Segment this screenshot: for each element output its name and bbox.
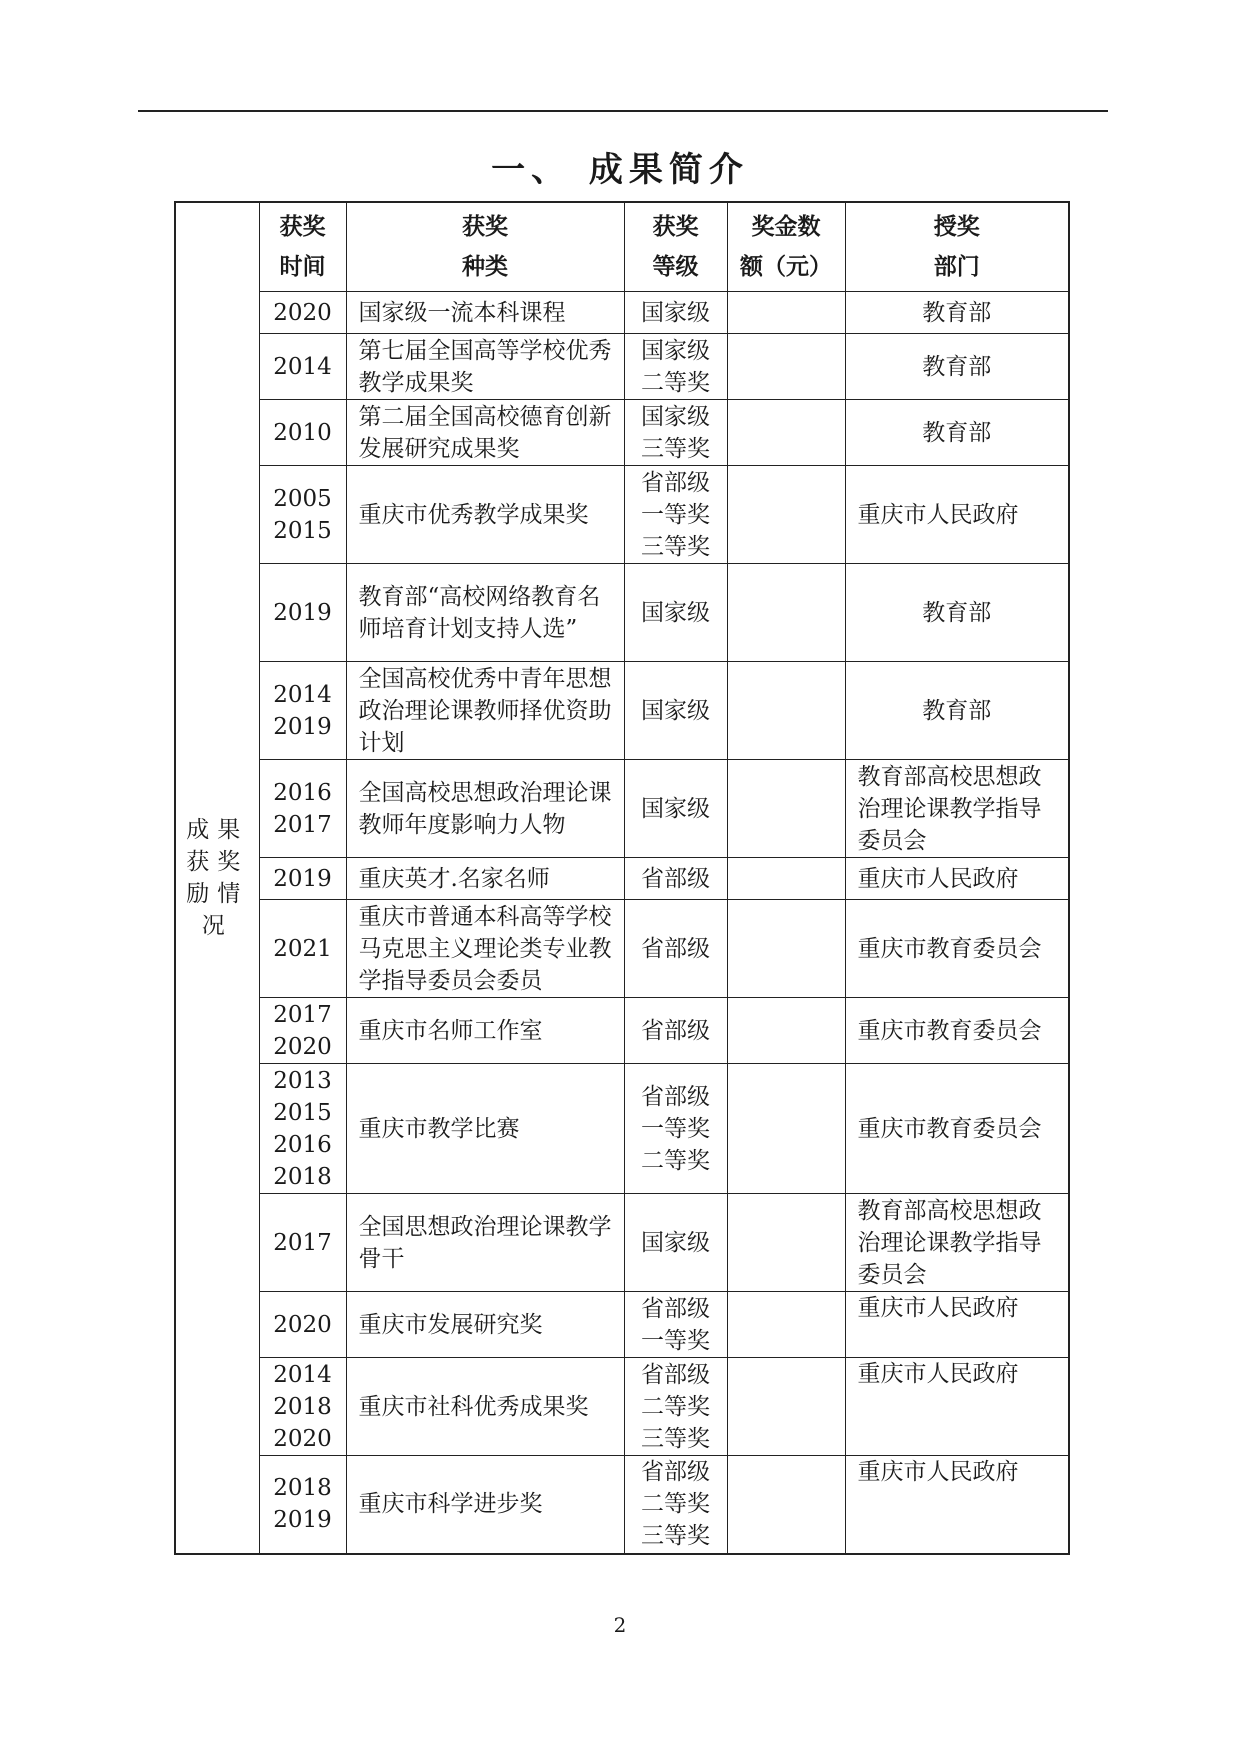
award-level-cell: 省部级 二等奖 三等奖 bbox=[624, 1456, 727, 1554]
award-dept-cell: 教育部 bbox=[845, 564, 1069, 662]
award-amount-cell bbox=[727, 1358, 845, 1456]
table-row bbox=[175, 662, 1069, 760]
award-kind-cell: 重庆市科学进步奖 bbox=[346, 1456, 624, 1554]
header-kind: 获奖 种类 bbox=[346, 202, 624, 292]
award-kind-cell: 第七届全国高等学校优秀教学成果奖 bbox=[346, 334, 624, 400]
award-dept-cell: 教育部 bbox=[845, 334, 1069, 400]
table-row bbox=[175, 858, 1069, 900]
award-year-cell: 2014 2018 2020 bbox=[259, 1358, 346, 1456]
award-year-cell: 2017 2020 bbox=[259, 998, 346, 1064]
award-year-cell: 2014 bbox=[259, 334, 346, 400]
award-year-cell: 2018 2019 bbox=[259, 1456, 346, 1554]
award-dept-cell: 重庆市人民政府 bbox=[845, 1358, 1069, 1456]
award-dept-cell: 重庆市人民政府 bbox=[845, 1456, 1069, 1554]
table-row bbox=[175, 1194, 1069, 1292]
table-row bbox=[175, 1064, 1069, 1194]
award-level-cell: 省部级 一等奖 二等奖 bbox=[624, 1064, 727, 1194]
table-row bbox=[175, 1358, 1069, 1456]
award-dept-cell: 重庆市教育委员会 bbox=[845, 998, 1069, 1064]
header-amount: 奖金数 额（元） bbox=[727, 202, 845, 292]
award-year-cell: 2017 bbox=[259, 1194, 346, 1292]
award-dept-cell: 教育部 bbox=[845, 662, 1069, 760]
award-kind-cell: 重庆市优秀教学成果奖 bbox=[346, 466, 624, 564]
award-level-cell: 国家级 bbox=[624, 564, 727, 662]
award-level-cell: 国家级 bbox=[624, 292, 727, 334]
award-year-cell: 2020 bbox=[259, 292, 346, 334]
award-kind-cell: 全国思想政治理论课教学骨干 bbox=[346, 1194, 624, 1292]
award-year-cell: 2010 bbox=[259, 400, 346, 466]
award-amount-cell bbox=[727, 1292, 845, 1358]
award-dept-cell: 重庆市教育委员会 bbox=[845, 900, 1069, 998]
side-label-cell bbox=[175, 202, 259, 1554]
award-kind-cell: 重庆市名师工作室 bbox=[346, 998, 624, 1064]
award-year-cell: 2016 2017 bbox=[259, 760, 346, 858]
award-kind-cell: 重庆市发展研究奖 bbox=[346, 1292, 624, 1358]
award-year-cell: 2005 2015 bbox=[259, 466, 346, 564]
award-amount-cell bbox=[727, 1456, 845, 1554]
table-row bbox=[175, 466, 1069, 564]
award-amount-cell bbox=[727, 564, 845, 662]
award-amount-cell bbox=[727, 858, 845, 900]
awards-table bbox=[174, 201, 1070, 1555]
award-level-cell: 国家级 三等奖 bbox=[624, 400, 727, 466]
award-level-cell: 国家级 二等奖 bbox=[624, 334, 727, 400]
table-row bbox=[175, 400, 1069, 466]
award-amount-cell bbox=[727, 1064, 845, 1194]
award-kind-cell: 第二届全国高校德育创新发展研究成果奖 bbox=[346, 400, 624, 466]
awards-table-body bbox=[175, 202, 1069, 1554]
award-amount-cell bbox=[727, 900, 845, 998]
award-level-cell: 国家级 bbox=[624, 1194, 727, 1292]
award-amount-cell bbox=[727, 466, 845, 564]
award-amount-cell bbox=[727, 662, 845, 760]
side-label: 成果获奖励情况 bbox=[186, 816, 249, 939]
table-row bbox=[175, 292, 1069, 334]
award-level-cell: 省部级 bbox=[624, 858, 727, 900]
award-level-cell: 省部级 二等奖 三等奖 bbox=[624, 1358, 727, 1456]
award-dept-cell: 教育部 bbox=[845, 292, 1069, 334]
header-level: 获奖 等级 bbox=[624, 202, 727, 292]
award-dept-cell: 重庆市人民政府 bbox=[845, 466, 1069, 564]
award-kind-cell: 全国高校思想政治理论课教师年度影响力人物 bbox=[346, 760, 624, 858]
award-kind-cell: 重庆英才.名家名师 bbox=[346, 858, 624, 900]
award-kind-cell: 重庆市教学比赛 bbox=[346, 1064, 624, 1194]
table-row bbox=[175, 998, 1069, 1064]
table-header-row bbox=[175, 202, 1069, 292]
table-row bbox=[175, 760, 1069, 858]
award-level-cell: 省部级 bbox=[624, 900, 727, 998]
table-row bbox=[175, 564, 1069, 662]
table-row bbox=[175, 334, 1069, 400]
award-amount-cell bbox=[727, 400, 845, 466]
award-level-cell: 国家级 bbox=[624, 662, 727, 760]
award-kind-cell: 重庆市普通本科高等学校马克思主义理论类专业教学指导委员会委员 bbox=[346, 900, 624, 998]
award-year-cell: 2019 bbox=[259, 858, 346, 900]
award-amount-cell bbox=[727, 998, 845, 1064]
award-amount-cell bbox=[727, 292, 845, 334]
table-row bbox=[175, 900, 1069, 998]
award-amount-cell bbox=[727, 334, 845, 400]
award-kind-cell: 教育部“高校网络教育名师培育计划支持人选” bbox=[346, 564, 624, 662]
award-kind-cell: 重庆市社科优秀成果奖 bbox=[346, 1358, 624, 1456]
award-dept-cell: 重庆市人民政府 bbox=[845, 1292, 1069, 1358]
award-kind-cell: 全国高校优秀中青年思想政治理论课教师择优资助计划 bbox=[346, 662, 624, 760]
award-dept-cell: 教育部 bbox=[845, 400, 1069, 466]
table-row bbox=[175, 1292, 1069, 1358]
award-year-cell: 2020 bbox=[259, 1292, 346, 1358]
page-title: 一、 成果简介 bbox=[491, 150, 749, 190]
header-rule bbox=[138, 110, 1108, 112]
award-year-cell: 2019 bbox=[259, 564, 346, 662]
award-amount-cell bbox=[727, 1194, 845, 1292]
award-level-cell: 国家级 bbox=[624, 760, 727, 858]
header-time: 获奖 时间 bbox=[259, 202, 346, 292]
table-row bbox=[175, 1456, 1069, 1554]
award-dept-cell: 教育部高校思想政治理论课教学指导委员会 bbox=[845, 760, 1069, 858]
award-amount-cell bbox=[727, 760, 845, 858]
award-dept-cell: 重庆市教育委员会 bbox=[845, 1064, 1069, 1194]
award-dept-cell: 教育部高校思想政治理论课教学指导委员会 bbox=[845, 1194, 1069, 1292]
page-number: 2 bbox=[613, 1613, 627, 1637]
award-level-cell: 省部级 一等奖 bbox=[624, 1292, 727, 1358]
award-year-cell: 2014 2019 bbox=[259, 662, 346, 760]
award-year-cell: 2021 bbox=[259, 900, 346, 998]
award-dept-cell: 重庆市人民政府 bbox=[845, 858, 1069, 900]
award-kind-cell: 国家级一流本科课程 bbox=[346, 292, 624, 334]
award-year-cell: 2013 2015 2016 2018 bbox=[259, 1064, 346, 1194]
award-level-cell: 省部级 一等奖 三等奖 bbox=[624, 466, 727, 564]
header-dept: 授奖 部门 bbox=[845, 202, 1069, 292]
award-level-cell: 省部级 bbox=[624, 998, 727, 1064]
